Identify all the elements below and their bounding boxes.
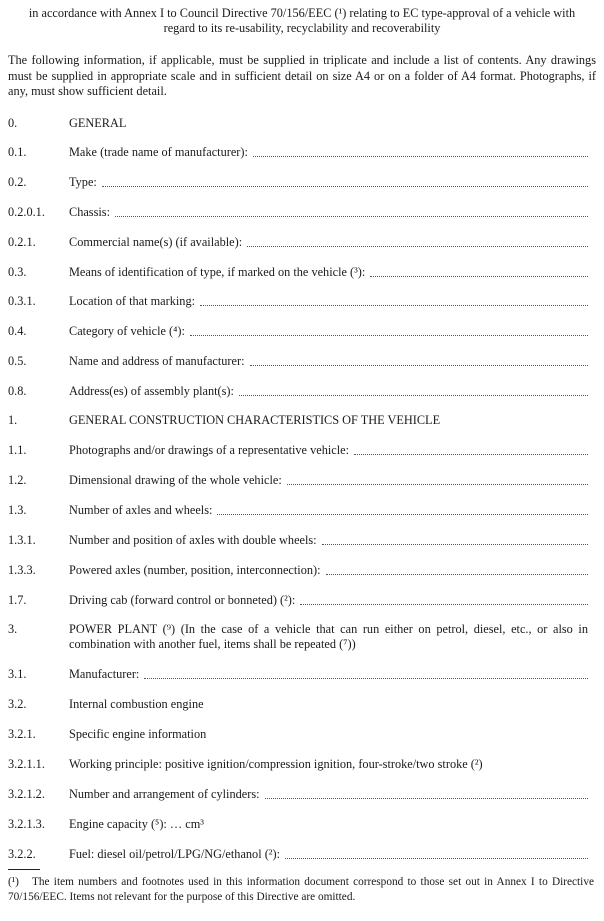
item-label: Chassis: <box>69 205 110 219</box>
fill-in-line[interactable] <box>253 155 588 157</box>
fill-in-line[interactable] <box>285 857 588 859</box>
item-number: 1. <box>8 413 18 427</box>
item-label: Dimensional drawing of the whole vehicle: <box>69 473 282 487</box>
item-label: Fuel: diesel oil/petrol/LPG/NG/ethanol (²): <box>69 847 280 861</box>
fill-in-line[interactable] <box>190 334 588 336</box>
fill-in-line[interactable] <box>370 275 588 277</box>
item-label: Type: <box>69 175 97 189</box>
item-number: 3.2. <box>8 697 27 711</box>
item-number: 3.2.1. <box>8 727 36 741</box>
item-3-2-2[interactable] <box>8 847 588 862</box>
footnote-text: The item numbers and footnotes used in this information document correspond to those set out in Annex I to Directive 70/156/EEC. Items not relevant for the purpose of this Directive are omitted. <box>8 876 594 903</box>
item-1 <box>8 413 588 428</box>
item-number: 0.2.0.1. <box>8 205 45 219</box>
item-label: GENERAL CONSTRUCTION CHARACTERISTICS OF THE VEHICLE <box>69 413 441 427</box>
item-label: POWER PLANT (⁹) (In the case of a vehicle that can run either on petrol, diesel, etc., or also in combination with another fuel, items shall be repeated (⁷)) <box>69 622 588 651</box>
item-number: 1.2. <box>8 473 27 487</box>
item-label: Category of vehicle (⁴): <box>69 324 185 338</box>
item-3-2-1-2[interactable] <box>8 787 588 802</box>
item-label: Working principle: positive ignition/compression ignition, four-stroke/two stroke (²) <box>69 757 483 771</box>
footnote-mark: (¹) <box>8 876 19 888</box>
item-number: 0.5. <box>8 354 27 368</box>
fill-in-line[interactable] <box>200 304 588 306</box>
item-0-3-1[interactable] <box>8 294 588 309</box>
footnote <box>8 875 594 904</box>
item-number: 0.3.1. <box>8 294 36 308</box>
item-label: Make (trade name of manufacturer): <box>69 145 248 159</box>
item-0-2[interactable] <box>8 175 588 190</box>
item-number: 0.4. <box>8 324 27 338</box>
item-number: 3.2.1.3. <box>8 817 45 831</box>
fill-in-line[interactable] <box>102 185 588 187</box>
item-label: Location of that marking: <box>69 294 196 308</box>
fill-in-line[interactable] <box>239 394 588 396</box>
item-label: Engine capacity (⁵): … cm³ <box>69 817 204 831</box>
item-3-2-1-1 <box>8 757 588 772</box>
item-0-2-1[interactable] <box>8 235 588 250</box>
item-1-3[interactable] <box>8 503 588 518</box>
item-number: 0.2. <box>8 175 27 189</box>
fill-in-line[interactable] <box>326 573 588 575</box>
item-1-2[interactable] <box>8 473 588 488</box>
item-label: Number of axles and wheels: <box>69 503 213 517</box>
item-number: 1.3.3. <box>8 563 36 577</box>
item-1-1[interactable] <box>8 443 588 458</box>
item-number: 1.3.1. <box>8 533 36 547</box>
item-label: Number and position of axles with double wheels: <box>69 533 317 547</box>
item-number: 3. <box>8 622 18 636</box>
item-3 <box>8 622 588 652</box>
item-label: Commercial name(s) (if available): <box>69 235 243 249</box>
item-0-3[interactable] <box>8 265 588 280</box>
fill-in-line[interactable] <box>250 364 589 366</box>
item-label: Powered axles (number, position, interconnection): <box>69 563 321 577</box>
item-number: 3.2.2. <box>8 847 36 861</box>
item-number: 0.3. <box>8 265 27 279</box>
item-0-5[interactable] <box>8 354 588 369</box>
item-0-8[interactable] <box>8 384 588 399</box>
item-3-1[interactable] <box>8 667 588 682</box>
item-label: Address(es) of assembly plant(s): <box>69 384 234 398</box>
fill-in-line[interactable] <box>322 543 588 545</box>
fill-in-line[interactable] <box>300 603 588 605</box>
item-3-2 <box>8 697 588 712</box>
item-number: 0.1. <box>8 145 27 159</box>
item-0-2-0-1[interactable] <box>8 205 588 220</box>
item-3-2-1 <box>8 727 588 742</box>
item-label: Driving cab (forward control or bonneted) (²): <box>69 593 296 607</box>
item-0-4[interactable] <box>8 324 588 339</box>
fill-in-line[interactable] <box>247 245 588 247</box>
footnote-divider <box>8 869 40 870</box>
item-0-1[interactable] <box>8 145 588 160</box>
fill-in-line[interactable] <box>265 797 588 799</box>
item-1-7[interactable] <box>8 593 588 608</box>
item-label: Specific engine information <box>69 727 207 741</box>
item-label: Internal combustion engine <box>69 697 204 711</box>
item-label: Photographs and/or drawings of a representative vehicle: <box>69 443 350 457</box>
fill-in-line[interactable] <box>354 453 588 455</box>
item-number: 0.8. <box>8 384 27 398</box>
item-0 <box>8 116 588 131</box>
item-1-3-3[interactable] <box>8 563 588 578</box>
item-3-2-1-3[interactable] <box>8 817 588 832</box>
item-number: 1.3. <box>8 503 27 517</box>
fill-in-line[interactable] <box>144 677 588 679</box>
fill-in-line[interactable] <box>287 483 588 485</box>
fill-in-line[interactable] <box>115 215 588 217</box>
item-label: GENERAL <box>69 116 127 130</box>
item-label: Means of identification of type, if marked on the vehicle (³): <box>69 265 366 279</box>
item-number: 1.7. <box>8 593 27 607</box>
item-label: Name and address of manufacturer: <box>69 354 245 368</box>
item-1-3-1[interactable] <box>8 533 588 548</box>
item-label: Manufacturer: <box>69 667 140 681</box>
item-number: 1.1. <box>8 443 27 457</box>
fill-in-line[interactable] <box>217 513 588 515</box>
document-heading: in accordance with Annex I to Council Directive 70/156/EEC (¹) relating to EC type-approval of a vehicle with regard to its re-usability, recyclability and recoverability <box>28 6 576 35</box>
item-number: 3.2.1.2. <box>8 787 45 801</box>
item-number: 3.2.1.1. <box>8 757 45 771</box>
item-label: Number and arrangement of cylinders: <box>69 787 260 801</box>
item-number: 0. <box>8 116 18 130</box>
item-number: 3.1. <box>8 667 27 681</box>
item-number: 0.2.1. <box>8 235 36 249</box>
intro-paragraph: The following information, if applicable, must be supplied in triplicate and include a list of contents. Any drawings must be supplied in appropriate scale and in sufficient detail on size A4 or on a folder of A4 format. Photographs, if any, must show sufficient detail. <box>8 53 596 98</box>
